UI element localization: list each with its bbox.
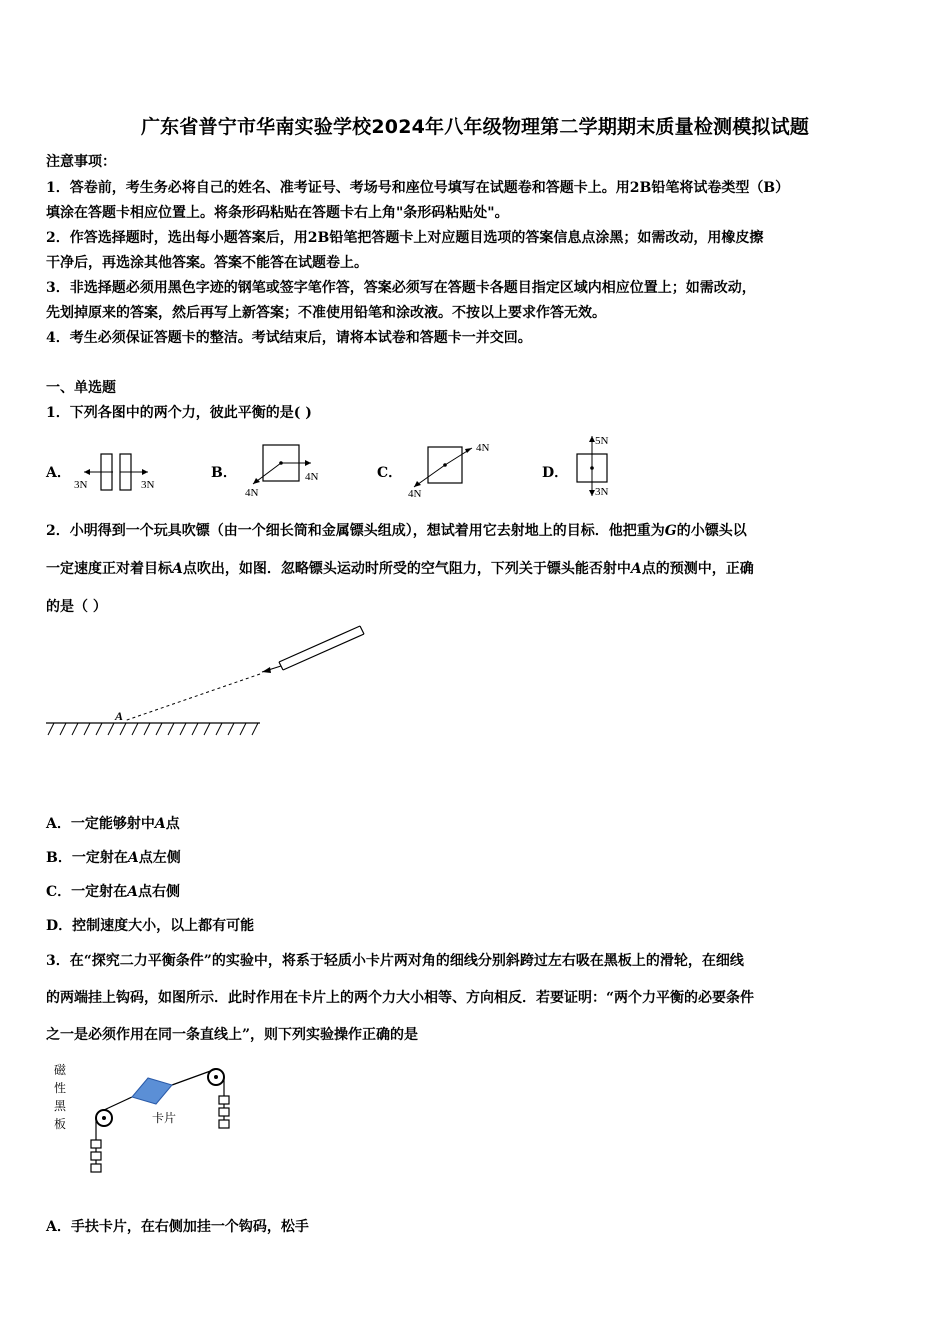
notice-line: 干净后，再选涂其他答案。答案不能答在试题卷上。 — [46, 255, 368, 271]
string-left — [104, 1097, 132, 1110]
right-weights — [219, 1096, 229, 1128]
q3-stem-line-2: 的两端挂上钩码，如图所示．此时作用在卡片上的两个力大小相等、方向相反．若要证明：“两个力平衡的必要条件 — [46, 990, 755, 1006]
force-label-right: 4N — [305, 471, 319, 483]
left-pulley — [96, 1110, 112, 1126]
q2-option-b: B．一定射在A点左侧 — [46, 850, 181, 866]
q1-option-c-label: C． — [377, 465, 403, 481]
notice-line: 3．非选择题必须用黑色字迹的钢笔或签字笔作答，答案必须写在答题卡各题目指定区域内相应位置上；如需改动， — [46, 280, 756, 296]
q1-option-d-label: D． — [542, 465, 569, 481]
q2-figure-blowgun — [44, 620, 374, 745]
left-weights — [91, 1140, 101, 1172]
board-label-char: 黑 — [54, 1099, 67, 1113]
notice-line: 2．作答选择题时，选出每小题答案后，用2B铅笔把答题卡上对应题目选项的答案信息点涂黑；如需改动，用橡皮擦 — [46, 230, 764, 246]
q1-option-b-label: B． — [211, 465, 237, 481]
aim-line — [124, 674, 260, 721]
board-label-char: 板 — [54, 1117, 67, 1131]
force-label-top: 5N — [595, 435, 609, 447]
q3-option-a: A．手扶卡片，在右侧加挂一个钩码，松手 — [46, 1219, 309, 1235]
target-label: A — [115, 709, 124, 723]
board-label-char: 磁 — [54, 1063, 67, 1077]
q1-figure-c — [400, 438, 500, 500]
force-label-right: 3N — [141, 479, 155, 491]
q3-figure-pulleys — [44, 1060, 254, 1180]
page-title: 广东省普宁市华南实验学校2024年八年级物理第二学期期末质量检测模拟试题 — [140, 116, 810, 138]
notice-line: 4．考生必须保证答题卡的整洁。考试结束后，请将本试卷和答题卡一并交回。 — [46, 330, 532, 346]
q1-figure-d — [568, 430, 638, 502]
blow-tube — [262, 626, 364, 673]
q2-stem-line-2: 一定速度正对着目标A点吹出，如图．忽略镖头运动时所受的空气阻力，下列关于镖头能否射中A点的预测中，正确 — [46, 561, 754, 577]
q3-stem-line-1: 3．在“探究二力平衡条件”的实验中，将系于轻质小卡片两对角的细线分别斜跨过左右吸在黑板上的滑轮，在细线 — [46, 953, 744, 969]
force-label-bottom: 4N — [408, 488, 422, 500]
force-label-bottom: 3N — [595, 486, 609, 498]
q2-option-a: A．一定能够射中A点 — [46, 816, 180, 832]
notice-line: 先划掉原来的答案，然后再写上新答案；不准使用铅笔和涂改液。不按以上要求作答无效。 — [46, 305, 606, 321]
q2-stem-line-1: 2．小明得到一个玩具吹镖（由一个细长筒和金属镖头组成），想试着用它去射地上的目标．他把重为G的小镖头以 — [46, 523, 747, 539]
q1-figure-a — [70, 448, 165, 498]
q1-option-a-label: A． — [46, 465, 71, 481]
card-label: 卡片 — [152, 1111, 177, 1125]
ground-hatching — [48, 723, 258, 735]
q2-option-d: D．控制速度大小，以上都有可能 — [46, 918, 255, 934]
section-heading: 一、单选题 — [46, 380, 116, 396]
q3-stem-line-3: 之一是必须作用在同一条直线上”，则下列实验操作正确的是 — [46, 1027, 419, 1043]
q2-option-c: C．一定射在A点右侧 — [46, 884, 181, 900]
board-label-char: 性 — [54, 1081, 67, 1095]
card — [132, 1078, 172, 1104]
force-label-left: 3N — [74, 479, 88, 491]
q1-figure-b — [235, 440, 330, 500]
force-label-left: 4N — [245, 487, 259, 499]
q2-stem-line-3: 的是（ ） — [46, 599, 107, 615]
q1-stem: 1．下列各图中的两个力，彼此平衡的是( ) — [46, 405, 312, 421]
notice-line: 填涂在答题卡相应位置上。将条形码粘贴在答题卡右上角"条形码粘贴处"。 — [46, 205, 509, 221]
notice-line: 1．答卷前，考生务必将自己的姓名、准考证号、考场号和座位号填写在试题卷和答题卡上。用2B铅笔将试卷类型（B） — [46, 180, 790, 196]
force-label-top: 4N — [476, 442, 490, 454]
notice-heading: 注意事项： — [46, 154, 116, 170]
